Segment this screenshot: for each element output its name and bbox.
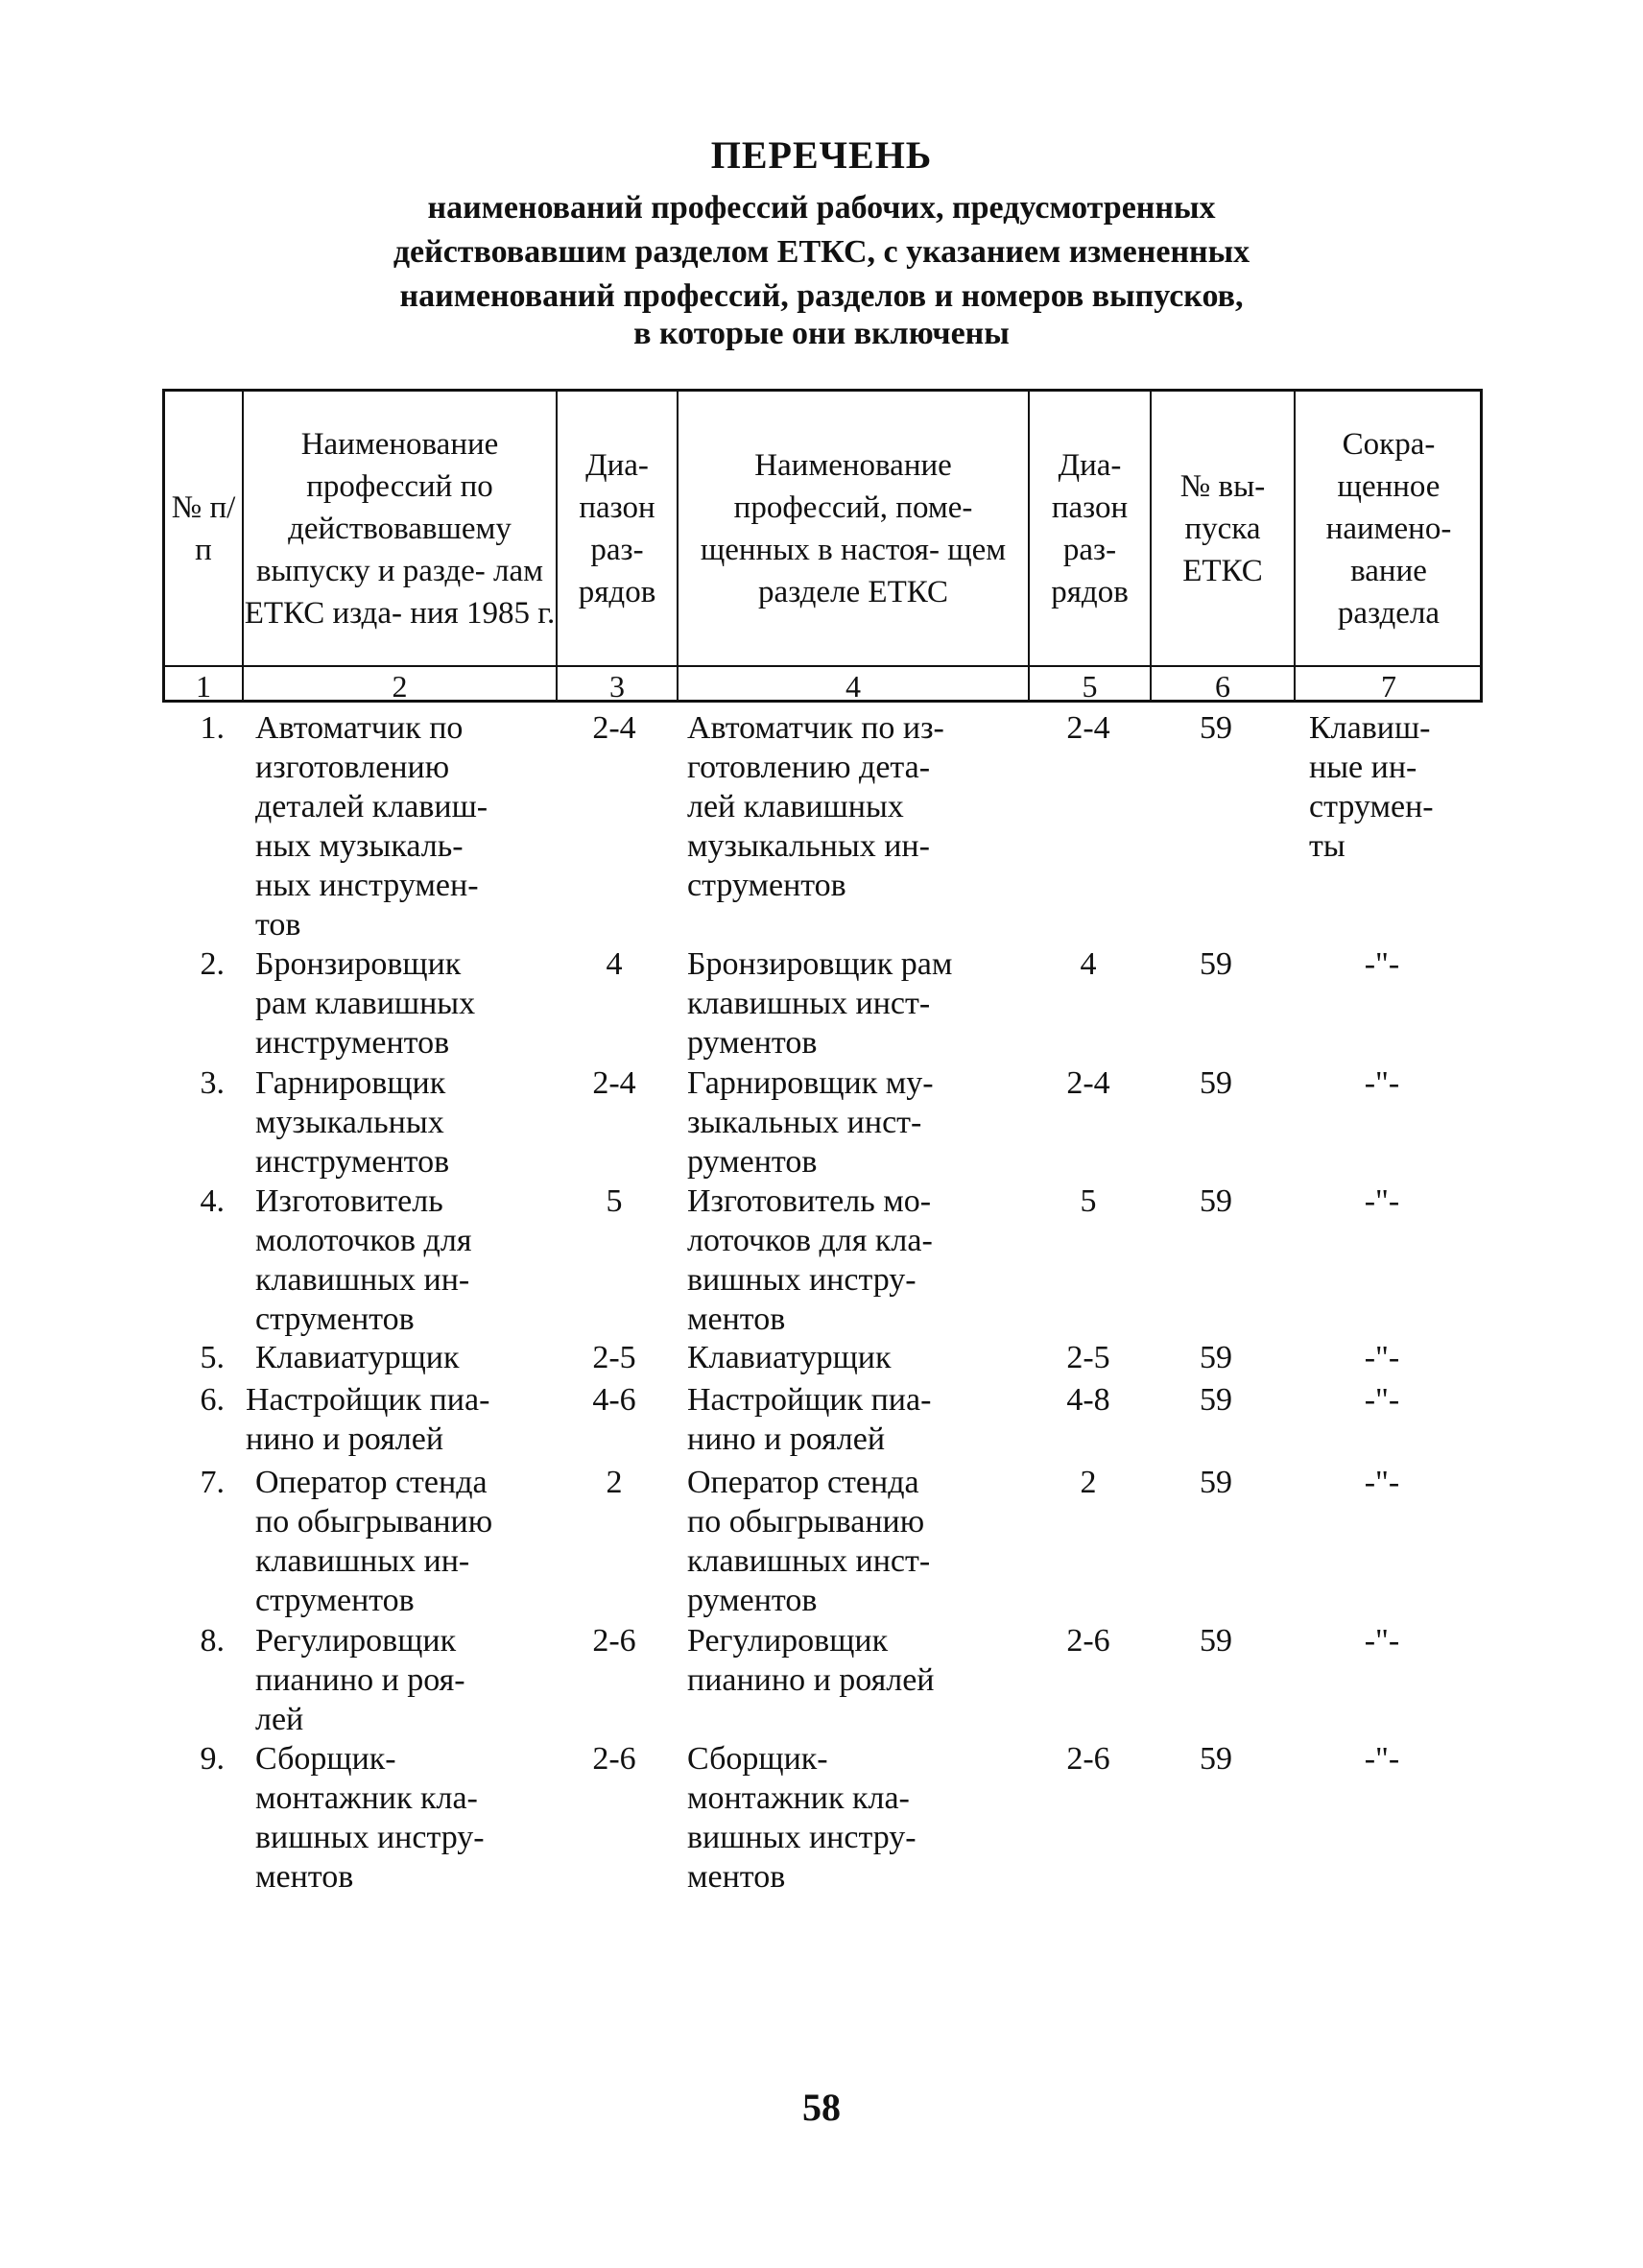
new-grade-range: 2-5 xyxy=(1066,1340,1110,1375)
header-cell-number: № п/п xyxy=(171,489,236,567)
old-grade-range: 2-4 xyxy=(592,1065,636,1101)
new-profession-name: Оператор стенда по обыгрыванию клавишных инст- рументов xyxy=(687,1465,931,1618)
page-number: 58 xyxy=(802,2086,841,2129)
issue-number: 59 xyxy=(1200,1741,1232,1777)
table-header xyxy=(162,389,1483,703)
header-cell-old-range: Диа- пазон раз- рядов xyxy=(578,447,656,609)
section-name: -"- xyxy=(1364,1183,1400,1219)
issue-number: 59 xyxy=(1200,710,1232,746)
header-cell-section: Сокра- щенное наимено- вание раздела xyxy=(1325,426,1452,631)
header-cell-issue: № вы- пуска ЕТКС xyxy=(1179,468,1266,588)
subtitle-line-2: действовавшим разделом ЕТКС, с указанием измененных xyxy=(393,234,1250,270)
section-name: -"- xyxy=(1364,1065,1400,1101)
new-profession-name: Сборщик- монтажник кла- вишных инстру- ментов xyxy=(687,1741,917,1895)
row-number: 9. xyxy=(200,1741,225,1777)
new-grade-range: 2-6 xyxy=(1066,1741,1110,1777)
section-name: -"- xyxy=(1364,1623,1400,1659)
old-grade-range: 4 xyxy=(606,946,623,982)
column-number-2: 2 xyxy=(392,669,408,704)
old-profession-name: Гарнировщик музыкальных инструментов xyxy=(255,1065,450,1180)
new-grade-range: 2-4 xyxy=(1066,1065,1110,1101)
row-number: 5. xyxy=(200,1340,225,1375)
issue-number: 59 xyxy=(1200,1340,1232,1375)
old-grade-range: 2-4 xyxy=(592,710,636,746)
new-profession-name: Клавиатурщик xyxy=(687,1340,892,1375)
row-number: 3. xyxy=(200,1065,225,1101)
subtitle-line-4: в которые они включены xyxy=(633,316,1010,351)
header-divider xyxy=(165,665,1480,667)
row-number: 2. xyxy=(200,946,225,982)
new-profession-name: Настройщик пиа- нино и роялей xyxy=(687,1382,932,1457)
old-profession-name: Сборщик- монтажник кла- вишных инстру- ментов xyxy=(255,1741,485,1895)
column-number-3: 3 xyxy=(609,669,625,704)
issue-number: 59 xyxy=(1200,1065,1232,1101)
new-profession-name: Регулировщик пианино и роялей xyxy=(687,1623,935,1698)
old-grade-range: 2-6 xyxy=(592,1623,636,1659)
column-number-6: 6 xyxy=(1215,669,1230,704)
section-name: -"- xyxy=(1364,1340,1400,1375)
new-profession-name: Изготовитель мо- лоточков для кла- вишных инстру- ментов xyxy=(687,1183,933,1337)
new-profession-name: Автоматчик по из- готовлению дета- лей клавишных музыкальных ин- струментов xyxy=(687,710,944,903)
new-profession-name: Бронзировщик рам клавишных инст- рументов xyxy=(687,946,953,1061)
old-profession-name: Клавиатурщик xyxy=(255,1340,460,1375)
old-profession-name: Автоматчик по изготовлению деталей клавиш- ных музыкаль- ных инструмен- тов xyxy=(255,710,488,943)
header-cell-old-name: Наименование профессий по действовавшему выпуску и разде- лам ЕТКС изда- ния 1985 г. xyxy=(244,426,556,631)
subtitle-line-1: наименований профессий рабочих, предусмотренных xyxy=(427,190,1216,226)
row-number: 8. xyxy=(200,1623,225,1659)
old-profession-name: Оператор стенда по обыгрыванию клавишных ин- струментов xyxy=(255,1465,493,1618)
issue-number: 59 xyxy=(1200,1465,1232,1500)
column-number-1: 1 xyxy=(196,669,211,704)
issue-number: 59 xyxy=(1200,1623,1232,1659)
new-grade-range: 2-6 xyxy=(1066,1623,1110,1659)
new-profession-name: Гарнировщик му- зыкальных инст- рументов xyxy=(687,1065,934,1180)
header-cell-new-name: Наименование профессий, поме- щенных в настоя- щем разделе ЕТКС xyxy=(700,447,1007,609)
row-number: 4. xyxy=(200,1183,225,1219)
old-grade-range: 5 xyxy=(606,1183,623,1219)
section-name: -"- xyxy=(1364,1465,1400,1500)
section-name: Клавиш- ные ин- струмен- ты xyxy=(1309,710,1434,864)
old-grade-range: 2-6 xyxy=(592,1741,636,1777)
header-cell-new-range: Диа- пазон раз- рядов xyxy=(1051,447,1129,609)
row-number: 6. xyxy=(200,1382,225,1418)
new-grade-range: 2 xyxy=(1080,1465,1097,1500)
old-profession-name: Изготовитель молоточков для клавишных ин- струментов xyxy=(255,1183,472,1337)
old-grade-range: 2 xyxy=(606,1465,623,1500)
old-grade-range: 2-5 xyxy=(592,1340,636,1375)
new-grade-range: 4-8 xyxy=(1066,1382,1110,1418)
issue-number: 59 xyxy=(1200,1183,1232,1219)
subtitle-line-3: наименований профессий, разделов и номеров выпусков, xyxy=(399,278,1244,314)
new-grade-range: 2-4 xyxy=(1066,710,1110,746)
row-number: 7. xyxy=(200,1465,225,1500)
issue-number: 59 xyxy=(1200,1382,1232,1418)
issue-number: 59 xyxy=(1200,946,1232,982)
document-title: ПЕРЕЧЕНЬ xyxy=(710,133,933,177)
old-profession-name: Регулировщик пианино и роя- лей xyxy=(255,1623,465,1737)
new-grade-range: 5 xyxy=(1080,1183,1097,1219)
column-number-7: 7 xyxy=(1381,669,1396,704)
column-number-5: 5 xyxy=(1082,669,1098,704)
row-number: 1. xyxy=(200,710,225,746)
column-number-4: 4 xyxy=(845,669,861,704)
section-name: -"- xyxy=(1364,946,1400,982)
old-grade-range: 4-6 xyxy=(592,1382,636,1418)
section-name: -"- xyxy=(1364,1382,1400,1418)
new-grade-range: 4 xyxy=(1080,946,1097,982)
old-profession-name: Бронзировщик рам клавишных инструментов xyxy=(255,946,476,1061)
old-profession-name: Настройщик пиа- нино и роялей xyxy=(246,1382,490,1457)
section-name: -"- xyxy=(1364,1741,1400,1777)
